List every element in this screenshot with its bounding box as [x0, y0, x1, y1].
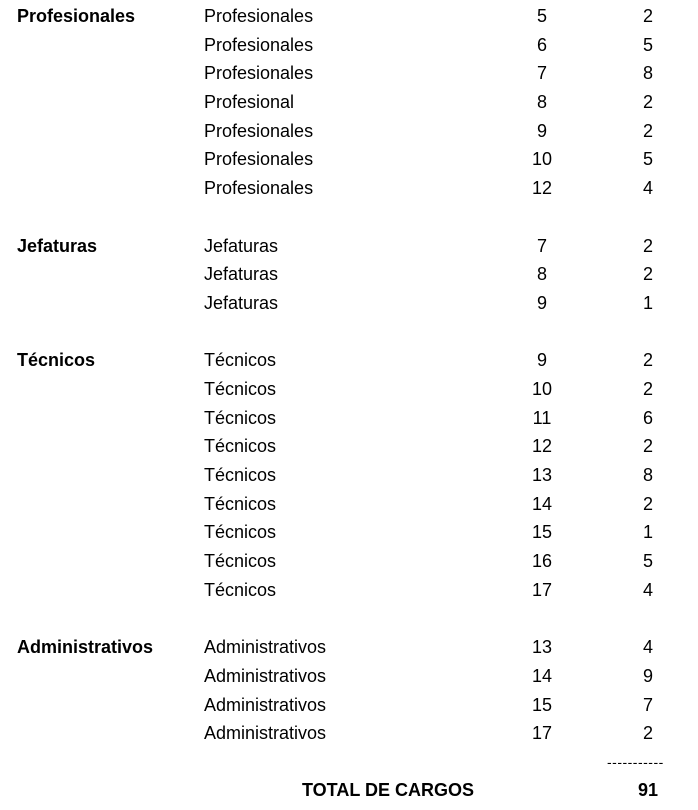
category-label: Administrativos: [17, 637, 154, 658]
table-row: [0, 146, 698, 175]
position-title: Profesionales: [204, 63, 314, 84]
grade-value: 15: [531, 522, 553, 543]
table-row: [0, 462, 698, 491]
table-row: [0, 175, 698, 204]
table-row: [0, 577, 698, 606]
category-label: Jefaturas: [17, 235, 98, 256]
position-title: Técnicos: [204, 579, 277, 600]
total-value: 91: [637, 780, 659, 800]
position-title: Jefaturas: [204, 292, 279, 313]
grade-value: 7: [536, 235, 547, 256]
position-title: Técnicos: [204, 465, 277, 485]
table-row: [0, 89, 698, 118]
count-value: 5: [642, 34, 653, 55]
count-value: 2: [642, 6, 653, 26]
count-value: 6: [642, 407, 653, 428]
position-title: Técnicos: [204, 378, 277, 399]
table-row: [0, 405, 698, 434]
group-2: [0, 347, 698, 605]
table-row: [0, 118, 698, 147]
group-1: [0, 233, 698, 319]
position-title: Jefaturas: [204, 264, 279, 285]
grade-value: 12: [531, 436, 553, 457]
table-row: [0, 663, 698, 692]
count-value: 2: [642, 378, 653, 399]
table-row: [0, 261, 698, 290]
count-value: 4: [642, 637, 653, 658]
group-spacer: [0, 204, 698, 233]
grade-value: 14: [531, 493, 553, 514]
count-value: 2: [642, 264, 653, 285]
table-row: [0, 692, 698, 721]
position-title: Técnicos: [204, 436, 277, 457]
position-title: Técnicos: [204, 407, 277, 428]
category-label: Profesionales: [17, 6, 136, 26]
table-row: [0, 519, 698, 548]
category-label: Técnicos: [17, 350, 96, 371]
count-value: 1: [642, 292, 653, 313]
group-0: [0, 3, 698, 204]
position-title: Administrativos: [204, 637, 327, 658]
grade-value: 5: [536, 6, 547, 26]
table-row: [0, 491, 698, 520]
table-row: [0, 347, 698, 376]
count-value: 8: [642, 63, 653, 84]
grade-value: 17: [531, 579, 553, 600]
grade-value: 10: [531, 149, 553, 170]
table-row: [0, 634, 698, 663]
position-title: Profesionales: [204, 120, 314, 141]
count-value: 1: [642, 522, 653, 543]
grade-value: 17: [531, 723, 553, 744]
position-title: Profesionales: [204, 34, 314, 55]
table-row: [0, 433, 698, 462]
position-title: Técnicos: [204, 522, 277, 543]
position-title: Técnicos: [204, 350, 277, 371]
count-value: 2: [642, 235, 653, 256]
position-title: Administrativos: [204, 723, 327, 744]
count-value: 2: [642, 120, 653, 141]
grade-value: 11: [532, 407, 552, 428]
grade-value: 9: [536, 292, 547, 313]
grade-value: 8: [536, 92, 547, 113]
count-value: 9: [642, 665, 653, 686]
grade-value: 10: [531, 378, 553, 399]
position-title: Técnicos: [204, 493, 277, 514]
grade-value: 15: [531, 694, 553, 715]
table-row: [0, 548, 698, 577]
grade-value: 6: [536, 34, 547, 55]
position-title: Jefaturas: [204, 235, 279, 256]
count-value: 2: [642, 493, 653, 514]
position-title: Profesionales: [204, 178, 314, 199]
table-row: [0, 60, 698, 89]
grade-value: 9: [536, 120, 547, 141]
table-row: [0, 290, 698, 319]
table-row: [0, 32, 698, 61]
count-value: 8: [642, 465, 653, 485]
grade-value: 8: [536, 264, 547, 285]
group-spacer: [0, 605, 698, 634]
table-row: [0, 376, 698, 405]
position-title: Administrativos: [204, 694, 327, 715]
grade-value: 13: [531, 465, 553, 485]
count-value: 2: [642, 723, 653, 744]
position-title: Administrativos: [204, 665, 327, 686]
position-title: Técnicos: [204, 551, 277, 572]
count-value: 2: [642, 92, 653, 113]
grade-value: 13: [531, 637, 553, 658]
group-list: [0, 3, 698, 749]
position-title: Profesionales: [204, 149, 314, 170]
grade-value: 12: [531, 178, 553, 199]
total-divider: -----------: [607, 754, 664, 770]
group-3: [0, 634, 698, 749]
position-title: Profesionales: [204, 6, 314, 26]
grade-value: 9: [536, 350, 547, 371]
count-value: 7: [642, 694, 653, 715]
grade-value: 16: [531, 551, 553, 572]
count-value: 4: [642, 178, 653, 199]
total-label: TOTAL DE CARGOS: [302, 780, 475, 800]
count-value: 5: [642, 551, 653, 572]
count-value: 4: [642, 579, 653, 600]
grade-value: 7: [536, 63, 547, 84]
count-value: 2: [642, 436, 653, 457]
group-spacer: [0, 319, 698, 348]
count-value: 5: [642, 149, 653, 170]
table-row: [0, 720, 698, 749]
table-row: [0, 3, 698, 32]
grade-value: 14: [531, 665, 553, 686]
position-title: Profesional: [204, 92, 295, 113]
count-value: 2: [642, 350, 653, 371]
table-row: [0, 233, 698, 262]
